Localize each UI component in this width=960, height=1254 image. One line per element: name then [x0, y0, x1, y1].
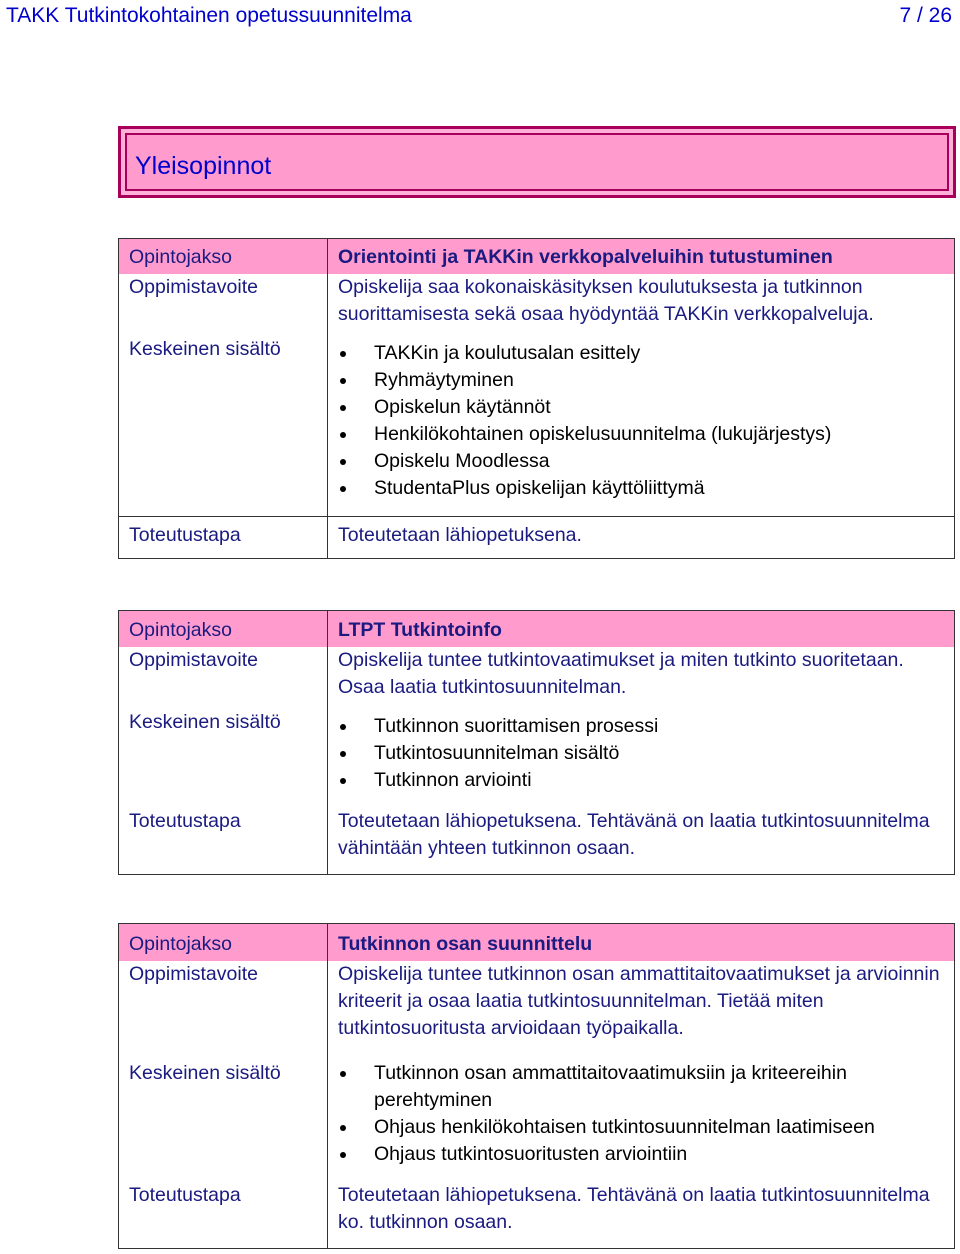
- list-item: TAKKin ja koulutusalan esittely: [338, 340, 944, 367]
- list-item: StudentaPlus opiskelijan käyttöliittymä: [338, 475, 944, 502]
- course-table: [118, 238, 955, 559]
- section-title: Yleisopinnot: [135, 152, 272, 180]
- page-header: [0, 0, 960, 34]
- list-item: Opiskelun käytännöt: [338, 394, 944, 421]
- course-name: LTPT Tutkintoinfo: [328, 611, 955, 647]
- list-item: Henkilökohtainen opiskelusuunnitelma (lukujärjestys): [338, 421, 944, 448]
- course-goal: Opiskelija saa kokonaiskäsityksen koulutuksesta ja tutkinnon suorittamisesta sekä osaa hyödyntää TAKKin verkkopalveluja.: [328, 274, 955, 336]
- label-oppimistavoite: Oppimistavoite: [129, 962, 258, 985]
- document-title: TAKK Tutkintokohtainen opetussuunnitelma: [6, 4, 412, 27]
- list-item: Tutkinnon arviointi: [338, 767, 944, 794]
- content-list: [338, 713, 944, 794]
- label-opintojakso: Opintojakso: [119, 239, 328, 274]
- course-method: Toteutetaan lähiopetuksena. Tehtävänä on laatia tutkintosuunnitelma ko. tutkinnon osaan.: [328, 1182, 955, 1249]
- course-goal: Opiskelija tuntee tutkintovaatimukset ja miten tutkinto suoritetaan. Osaa laatia tutkintosuunnitelman.: [328, 647, 955, 709]
- course-table: [118, 610, 955, 875]
- course-name: Orientointi ja TAKKin verkkopalveluihin tutustuminen: [328, 239, 955, 274]
- label-keskeinen-sisalto: Keskeinen sisältö: [129, 710, 281, 733]
- label-opintojakso: Opintojakso: [119, 611, 328, 647]
- label-oppimistavoite: Oppimistavoite: [129, 275, 258, 298]
- label-toteutustapa: Toteutustapa: [119, 516, 328, 558]
- list-item: Tutkinnon suorittamisen prosessi: [338, 713, 944, 740]
- list-item: Ohjaus henkilökohtaisen tutkintosuunnitelman laatimiseen: [338, 1114, 944, 1141]
- label-oppimistavoite: Oppimistavoite: [129, 648, 258, 671]
- list-item: Opiskelu Moodlessa: [338, 448, 944, 475]
- label-keskeinen-sisalto: Keskeinen sisältö: [129, 337, 281, 360]
- course-method: Toteutetaan lähiopetuksena.: [328, 516, 955, 558]
- course-table: [118, 923, 955, 1249]
- label-toteutustapa: Toteutustapa: [129, 1183, 241, 1206]
- label-toteutustapa: Toteutustapa: [129, 809, 241, 832]
- list-item: Ryhmäytyminen: [338, 367, 944, 394]
- course-name: Tutkinnon osan suunnittelu: [328, 924, 955, 961]
- list-item: Ohjaus tutkintosuoritusten arviointiin: [338, 1141, 944, 1168]
- page-number: 7 / 26: [899, 4, 952, 27]
- course-method: Toteutetaan lähiopetuksena. Tehtävänä on laatia tutkintosuunnitelma vähintään yhteen tutkinnon osaan.: [328, 808, 955, 875]
- label-keskeinen-sisalto: Keskeinen sisältö: [129, 1061, 281, 1084]
- label-opintojakso: Opintojakso: [119, 924, 328, 961]
- list-item: Tutkintosuunnitelman sisältö: [338, 740, 944, 767]
- content-list: [338, 1060, 944, 1168]
- list-item: Tutkinnon osan ammattitaitovaatimuksiin ja kriteereihin perehtyminen: [338, 1060, 944, 1114]
- section-banner: [118, 126, 956, 198]
- course-goal: Opiskelija tuntee tutkinnon osan ammattitaitovaatimukset ja arvioinnin kriteerit ja osaa laatia tutkintosuunnitelman. Tietää miten tutkintosuoritusta arvioidaan työpaikalla.: [328, 961, 955, 1060]
- content-list: [338, 340, 944, 502]
